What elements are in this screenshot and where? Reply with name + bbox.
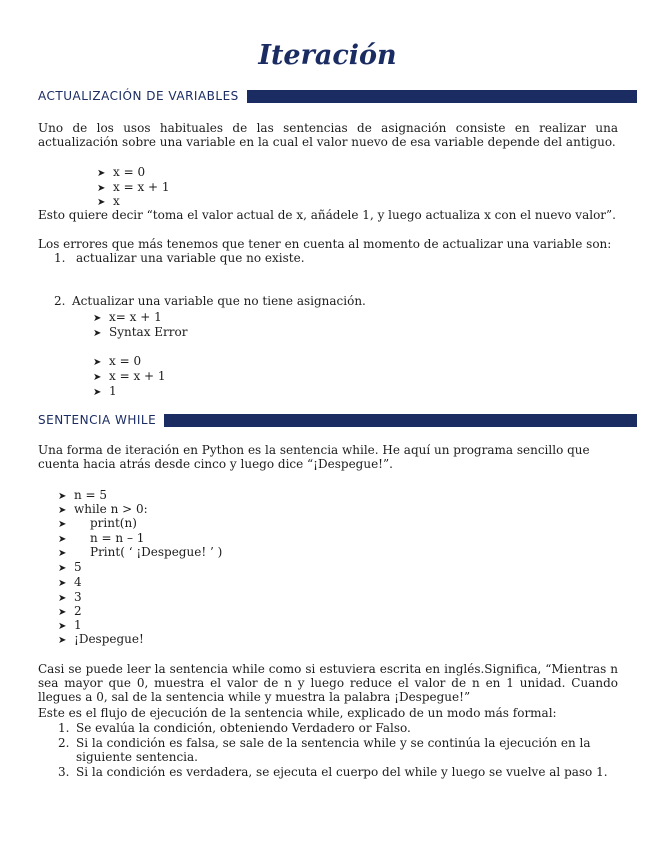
arrowhead-bullet-icon: ➤ <box>97 197 106 208</box>
code-line: print(n) <box>90 516 137 530</box>
arrowhead-bullet-icon: ➤ <box>58 548 67 559</box>
code-line: x= x + 1 <box>109 310 162 324</box>
list-item <box>58 575 82 591</box>
item-text: Actualizar una variable que no tiene asignación. <box>72 294 366 308</box>
list-item <box>58 560 82 576</box>
code-line: x = x + 1 <box>109 369 166 383</box>
arrowhead-bullet-icon: ➤ <box>58 635 67 646</box>
output-line: 5 <box>74 560 82 574</box>
code-line: Print( ‘ ¡Despegue! ’ ) <box>90 545 223 559</box>
section-heading-actualizacion <box>38 88 637 104</box>
code-line: x <box>113 194 120 208</box>
numbered-item <box>58 736 618 764</box>
list-item <box>58 516 137 532</box>
heading-bar <box>164 414 637 427</box>
paragraph-errors-intro: Los errores que más tenemos que tener en cuenta al momento de actualizar una variable son: <box>38 237 612 251</box>
list-item <box>97 165 145 181</box>
code-line: while n > 0: <box>74 502 148 516</box>
paragraph-explanation: Esto quiere decir “toma el valor actual de x, añádele 1, y luego actualiza x con el nuevo valor”. <box>38 208 616 222</box>
item-text: Si la condición es falsa, se sale de la sentencia while y se continúa la ejecución en la siguiente sentencia. <box>76 736 591 764</box>
paragraph-flow-intro: Este es el flujo de ejecución de la sentencia while, explicado de un modo más formal: <box>38 706 557 720</box>
item-number: 1. <box>58 721 70 735</box>
item-text: Se evalúa la condición, obteniendo Verdadero or Falso. <box>76 721 411 735</box>
code-line: n = n – 1 <box>90 531 145 545</box>
section-heading-label: SENTENCIA WHILE <box>38 413 157 427</box>
numbered-item <box>58 765 608 779</box>
heading-bar <box>247 90 637 103</box>
arrowhead-bullet-icon: ➤ <box>93 328 102 339</box>
item-number: 2. <box>58 736 70 750</box>
numbered-item <box>54 294 366 308</box>
item-text: actualizar una variable que no existe. <box>76 251 305 265</box>
list-item <box>58 545 222 561</box>
item-number: 1. <box>54 251 66 265</box>
list-item <box>93 369 166 385</box>
page-title: Iteración <box>258 40 397 71</box>
item-number: 2. <box>54 294 66 308</box>
arrowhead-bullet-icon: ➤ <box>58 491 67 502</box>
arrowhead-bullet-icon: ➤ <box>58 563 67 574</box>
code-line: x = x + 1 <box>113 180 170 194</box>
arrowhead-bullet-icon: ➤ <box>58 607 67 618</box>
arrowhead-bullet-icon: ➤ <box>97 183 106 194</box>
list-item <box>93 384 117 400</box>
arrowhead-bullet-icon: ➤ <box>93 387 102 398</box>
list-item <box>58 632 144 648</box>
arrowhead-bullet-icon: ➤ <box>58 519 67 530</box>
output-line: 2 <box>74 604 82 618</box>
paragraph-while-intro: Una forma de iteración en Python es la sentencia while. He aquí un programa sencillo que cuenta hacia atrás desde cinco y luego dice “¡Despegue!”. <box>38 443 590 471</box>
output-line: ¡Despegue! <box>74 632 144 646</box>
code-line: x = 0 <box>109 354 142 368</box>
paragraph-intro-updates: Uno de los usos habituales de las sentencias de asignación consiste en realizar una actualización sobre una variable en la cual el valor nuevo de esa variable depende del antiguo. <box>38 121 618 149</box>
output-line: 4 <box>74 575 82 589</box>
arrowhead-bullet-icon: ➤ <box>58 578 67 589</box>
list-item <box>93 354 141 370</box>
arrowhead-bullet-icon: ➤ <box>97 168 106 179</box>
numbered-item <box>54 251 305 265</box>
arrowhead-bullet-icon: ➤ <box>93 357 102 368</box>
code-line: n = 5 <box>74 488 108 502</box>
numbered-item <box>58 721 411 735</box>
arrowhead-bullet-icon: ➤ <box>58 505 67 516</box>
code-line: x = 0 <box>113 165 146 179</box>
output-line: 1 <box>74 618 82 632</box>
list-item <box>93 325 187 341</box>
arrowhead-bullet-icon: ➤ <box>93 372 102 383</box>
section-heading-label: ACTUALIZACIÓN DE VARIABLES <box>38 89 239 103</box>
item-text: Si la condición es verdadera, se ejecuta el cuerpo del while y luego se vuelve al paso 1. <box>76 765 608 779</box>
code-line: 1 <box>109 384 117 398</box>
section-heading-while <box>38 412 637 428</box>
code-line: Syntax Error <box>109 325 188 339</box>
arrowhead-bullet-icon: ➤ <box>58 621 67 632</box>
list-item <box>93 310 162 326</box>
arrowhead-bullet-icon: ➤ <box>58 534 67 545</box>
arrowhead-bullet-icon: ➤ <box>93 313 102 324</box>
output-line: 3 <box>74 590 82 604</box>
item-number: 3. <box>58 765 70 779</box>
paragraph-while-explanation: Casi se puede leer la sentencia while como si estuviera escrita en inglés.Significa, “Mientras n sea mayor que 0, muestra el valor de n y luego reduce el valor de n en 1 unidad. Cuando llegues a 0, sal de la sentencia while y muestra la palabra ¡Despegue!” <box>38 662 618 704</box>
arrowhead-bullet-icon: ➤ <box>58 593 67 604</box>
